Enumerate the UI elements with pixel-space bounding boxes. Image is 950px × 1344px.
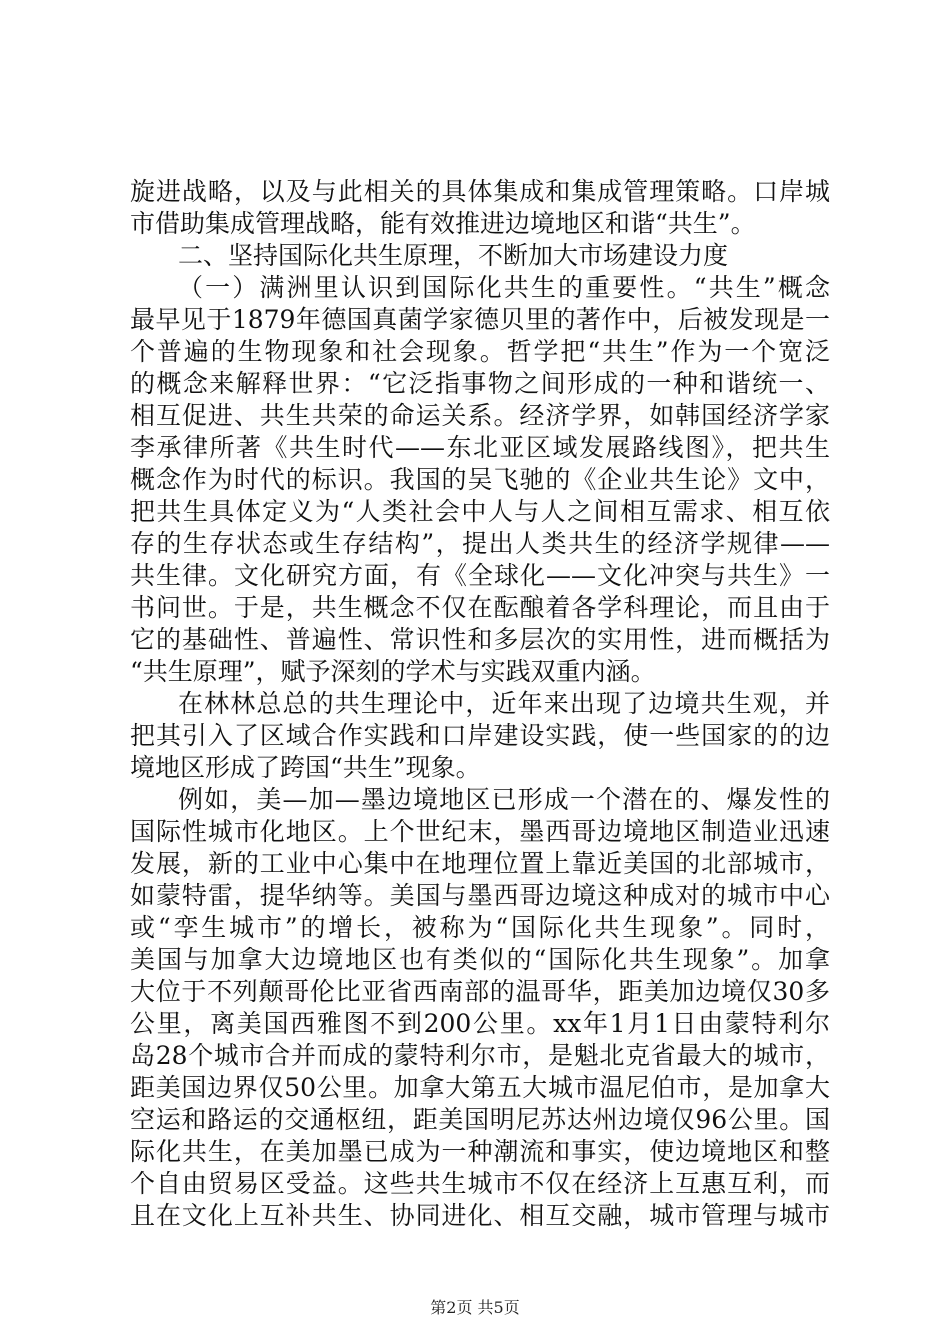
paragraph-line: 把共生具体定义为“人类社会中人与人之间相互需求、相互依 — [130, 497, 830, 526]
paragraph-line: 岛28个城市合并而成的蒙特利尔市，是魁北克省最大的城市， — [130, 1041, 830, 1070]
paragraph-line: 把其引入了区域合作实践和口岸建设实践，使一些国家的的边 — [130, 721, 830, 750]
paragraph-line: 大位于不列颠哥伦比亚省西南部的温哥华，距美加边境仅30多 — [130, 977, 830, 1006]
paragraph-line: 最早见于1879年德国真菌学家德贝里的著作中，后被发现是一 — [130, 305, 830, 334]
paragraph-line: 个普遍的生物现象和社会现象。哲学把“共生”作为一个宽泛 — [130, 337, 830, 366]
paragraph-line: 发展，新的工业中心集中在地理位置上靠近美国的北部城市， — [130, 849, 830, 878]
paragraph-line: 境地区形成了跨国“共生”现象。 — [130, 753, 481, 782]
paragraph-line: 概念作为时代的标识。我国的吴飞驰的《企业共生论》文中， — [130, 465, 830, 494]
paragraph-line: 例如，美—加—墨边境地区已形成一个潜在的、爆发性的 — [178, 785, 830, 814]
paragraph-line: 如蒙特雷，提华纳等。美国与墨西哥边境这种成对的城市中心 — [130, 881, 830, 910]
paragraph-line: 距美国边界仅50公里。加拿大第五大城市温尼伯市，是加拿大 — [130, 1073, 830, 1102]
paragraph-line: （一）满洲里认识到国际化共生的重要性。“共生”概念 — [178, 273, 830, 302]
paragraph-line: 的概念来解释世界：“它泛指事物之间形成的一种和谐统一、 — [130, 369, 830, 398]
paragraph-line: 国际性城市化地区。上个世纪末，墨西哥边境地区制造业迅速 — [130, 817, 830, 846]
paragraph-line: 个自由贸易区受益。这些共生城市不仅在经济上互惠互利，而 — [130, 1169, 830, 1198]
paragraph-line: 美国与加拿大边境地区也有类似的“国际化共生现象”。加拿 — [130, 945, 830, 974]
paragraph-line: 相互促进、共生共荣的命运关系。经济学界，如韩国经济学家 — [130, 401, 830, 430]
paragraph-line: 且在文化上互补共生、协同进化、相互交融，城市管理与城市 — [130, 1201, 830, 1230]
paragraph-line: 在林林总总的共生理论中，近年来出现了边境共生观，并 — [178, 689, 830, 718]
paragraph-line: 书问世。于是，共生概念不仅在酝酿着各学科理论，而且由于 — [130, 593, 830, 622]
section-heading: 二、坚持国际化共生原理，不断加大市场建设力度 — [178, 241, 729, 270]
paragraph-line: 旋进战略，以及与此相关的具体集成和集成管理策略。口岸城 — [130, 177, 830, 206]
paragraph-line: “共生原理”，赋予深刻的学术与实践双重内涵。 — [130, 657, 656, 686]
paragraph-line: 空运和路运的交通枢纽，距美国明尼苏达州边境仅96公里。国 — [130, 1105, 830, 1134]
paragraph-line: 公里，离美国西雅图不到200公里。xx年1月1日由蒙特利尔 — [130, 1009, 830, 1038]
paragraph-line: 存的生存状态或生存结构”，提出人类共生的经济学规律—— — [130, 529, 830, 558]
paragraph-line: 它的基础性、普遍性、常识性和多层次的实用性，进而概括为 — [130, 625, 830, 654]
page-number-footer: 第2页 共5页 — [430, 1298, 520, 1317]
paragraph-line: 或“孪生城市”的增长，被称为“国际化共生现象”。同时， — [130, 913, 830, 942]
paragraph-line: 市借助集成管理战略，能有效推进边境地区和谐“共生”。 — [130, 209, 756, 238]
paragraph-line: 际化共生，在美加墨已成为一种潮流和事实，使边境地区和整 — [130, 1137, 830, 1166]
paragraph-line: 共生律。文化研究方面，有《全球化——文化冲突与共生》一 — [130, 561, 830, 590]
paragraph-line: 李承律所著《共生时代——东北亚区域发展路线图》，把共生 — [130, 433, 830, 462]
